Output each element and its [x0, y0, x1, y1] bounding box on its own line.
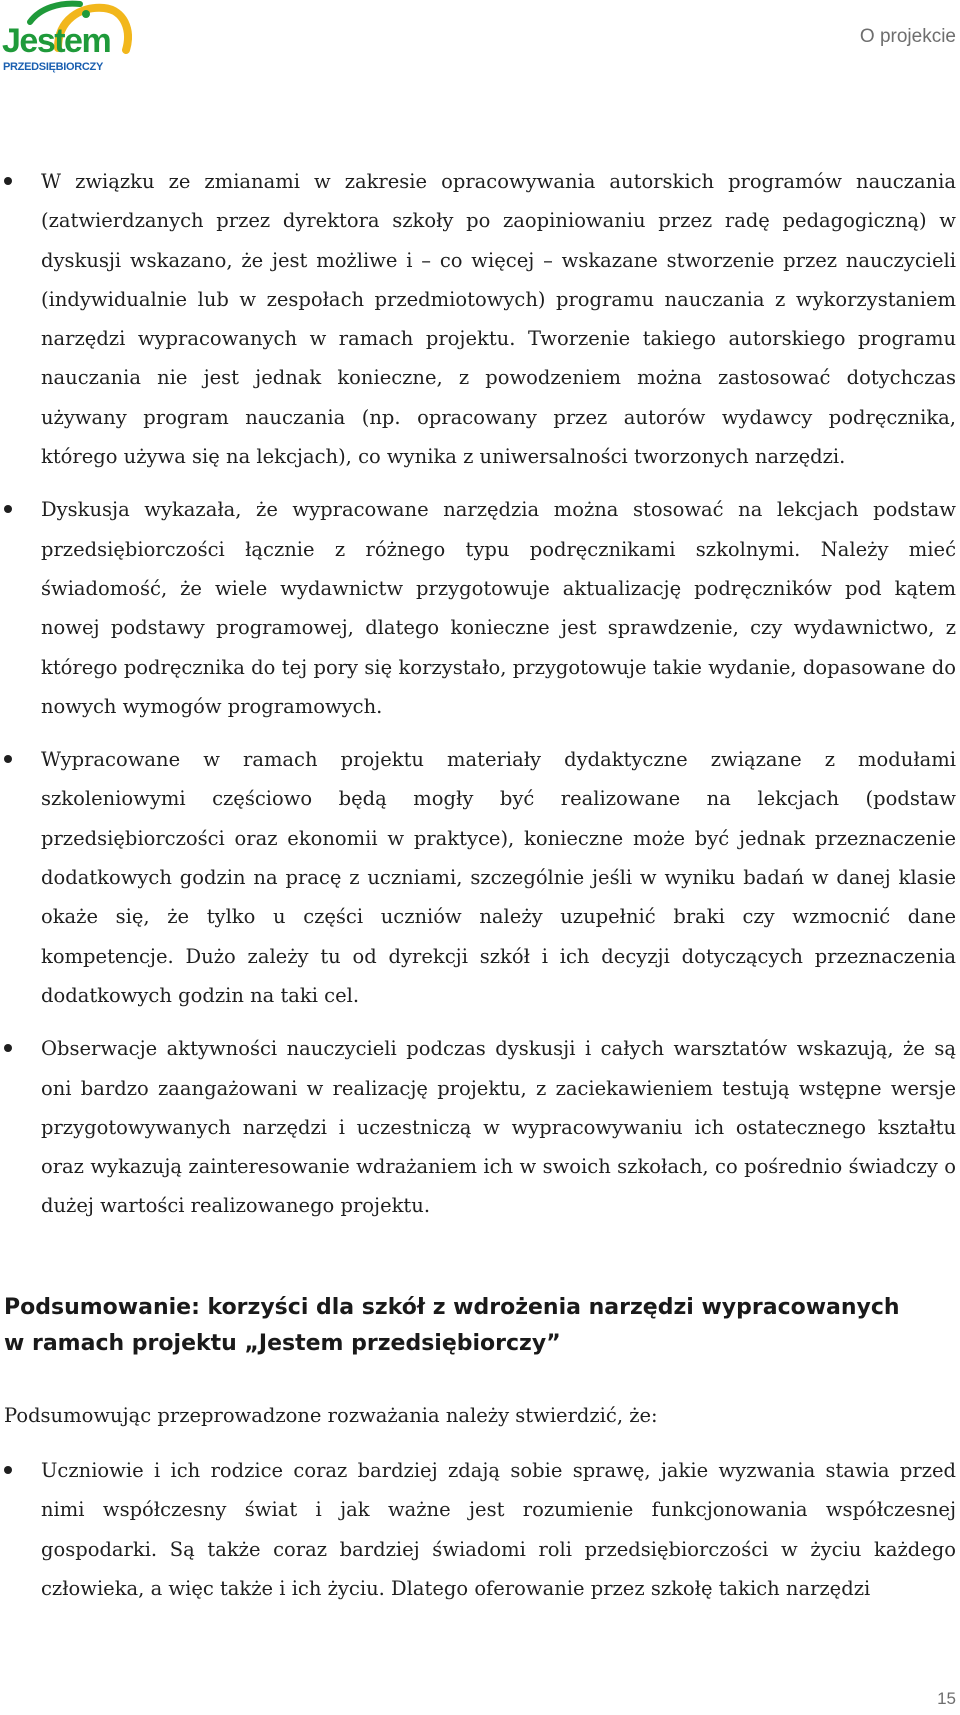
logo-subtitle: PRZEDSIĘBIORCZY — [3, 61, 104, 73]
list-item: Wypracowane w ramach projektu materiały dydaktyczne związane z modułami szkoleniowymi częściowo będą mogły być realizowane na lekcjach (podstaw przedsiębiorczości oraz ekonomii w praktyce), konieczne może być jednak przeznaczenie dodatkowych godzin na pracę z uczniami, szczególnie jeśli w wyniku badań w danej klasie okaże się, że tylko u części uczniów należy uzupełnić braki czy wzmocnić dane kompetencje. Dużo zależy tu od dyrekcji szkół i ich decyzji dotyczących przeznaczenia dodatkowych godzin na taki cel. — [0, 740, 956, 1015]
section-heading-line-2: w ramach projektu „Jestem przedsiębiorczy” — [4, 1331, 561, 1356]
list-item: Obserwacje aktywności nauczycieli podczas dyskusji i całych warsztatów wskazują, że są oni bardzo zaangażowani w realizację projektu, z zaciekawieniem testują wstępne wersje przygotowywanych narzędzi i uczestniczą w wypracowywaniu ich ostatecznego kształtu oraz wykazują zainteresowanie wdrażaniem ich w swoich szkołach, co pośrednio świadczy o dużej wartości realizowanego projektu. — [0, 1029, 956, 1225]
section-intro: Podsumowując przeprowadzone rozważania należy stwierdzić, że: — [4, 1404, 658, 1427]
section-heading — [4, 1290, 956, 1362]
bullet-list-top — [0, 162, 956, 1240]
page-number: 15 — [937, 1689, 956, 1708]
bullet-list-summary — [0, 1451, 956, 1608]
jestem-przedsiebiorczy-logo — [0, 0, 132, 80]
header-section-title: O projekcie — [859, 26, 956, 47]
section-heading-line-1: Podsumowanie: korzyści dla szkół z wdrożenia narzędzi wypracowanych — [4, 1295, 900, 1320]
list-item: Dyskusja wykazała, że wypracowane narzędzia można stosować na lekcjach podstaw przedsiębiorczości łącznie z różnego typu podręcznikami szkolnymi. Należy mieć świadomość, że wiele wydawnictw przygotowuje aktualizację podręczników pod kątem nowej podstawy programowej, dlatego konieczne jest sprawdzenie, czy wydawnictwo, z którego podręcznika do tej pory się korzystało, przygotowuje takie wydanie, dopasowane do nowych wymogów programowych. — [0, 490, 956, 726]
list-item: Uczniowie i ich rodzice coraz bardziej zdają sobie sprawę, jakie wyzwania stawia przed nimi współczesny świat i jak ważne jest rozumienie funkcjonowania współczesnej gospodarki. Są także coraz bardziej świadomi roli przedsiębiorczości w życiu każdego człowieka, a więc także i ich życiu. Dlatego oferowanie przez szkołę takich narzędzi — [0, 1451, 956, 1608]
logo-word: Jestem — [2, 22, 111, 60]
list-item: W związku ze zmianami w zakresie opracowywania autorskich programów nauczania (zatwierdzanych przez dyrektora szkoły po zaopiniowaniu przez radę pedagogiczną) w dyskusji wskazano, że jest możliwe i – co więcej – wskazane stworzenie przez nauczycieli (indywidualnie lub w zespołach przedmiotowych) programu nauczania z wykorzystaniem narzędzi wypracowanych w ramach projektu. Tworzenie takiego autorskiego programu nauczania nie jest jednak konieczne, z powodzeniem można zastosować dotychczas używany program nauczania (np. opracowany przez autorów wydawcy podręcznika, którego używa się na lekcjach), co wynika z uniwersalności tworzonych narzędzi. — [0, 162, 956, 476]
